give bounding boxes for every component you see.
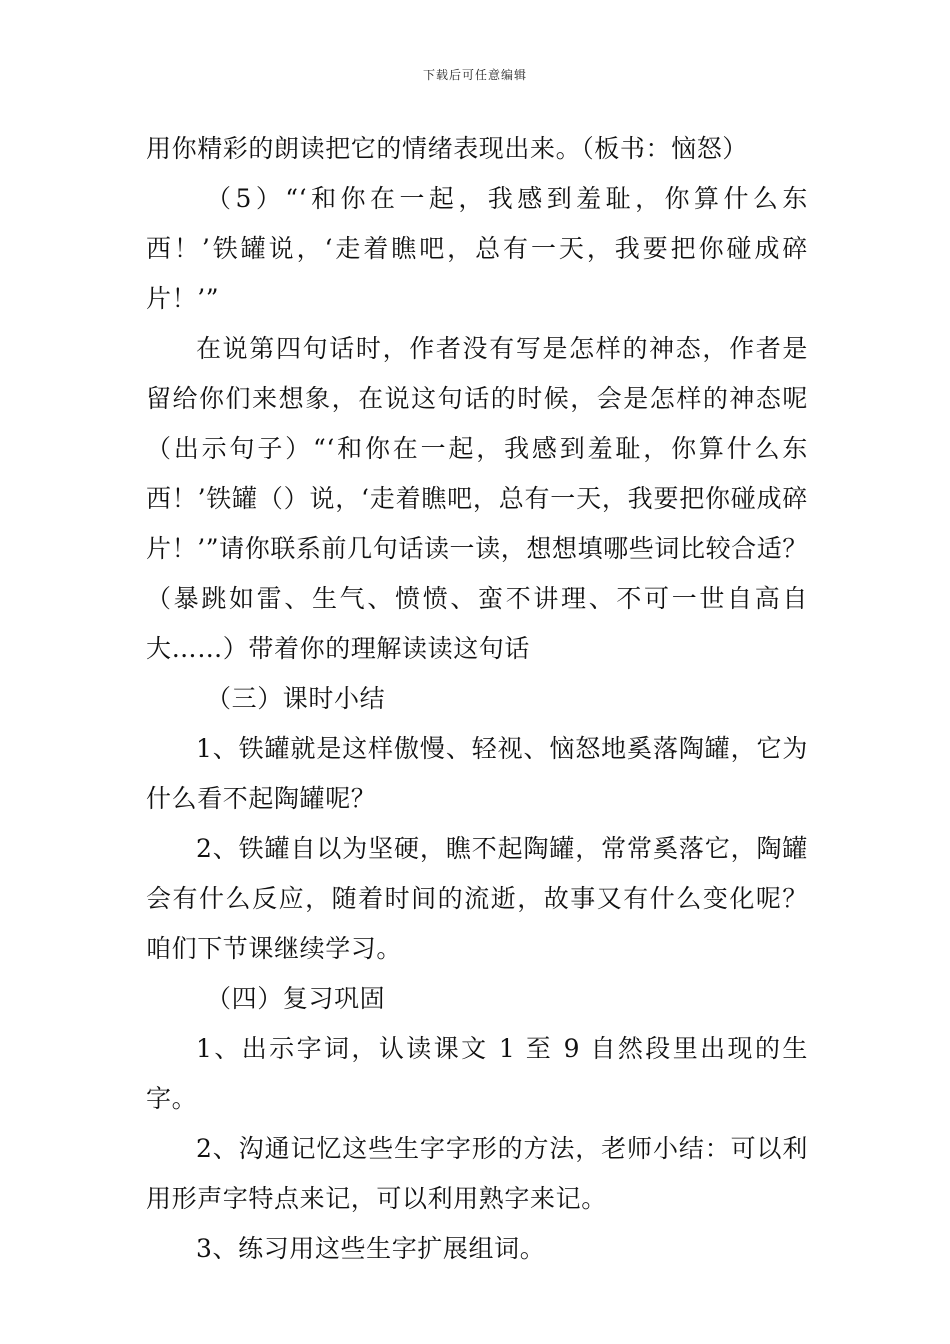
paragraph-emotion-reading: 用你精彩的朗读把它的情绪表现出来。（板书：恼怒） <box>146 134 748 163</box>
document-body <box>146 124 808 1274</box>
paragraph-review-1: 1、出示字词，认读课文 1 至 9 自然段里出现的生字。 <box>146 1034 808 1113</box>
paragraph-summary-1: 1、铁罐就是这样傲慢、轻视、恼怒地奚落陶罐，它为什么看不起陶罐呢？ <box>146 734 808 813</box>
heading-lesson-summary: （三）课时小结 <box>206 684 386 713</box>
page-header: 下载后可任意编辑 <box>422 68 527 82</box>
paragraph-quote-5: （5）“‘和你在一起，我感到羞耻，你算什么东西！’铁罐说，‘走着瞧吧，总有一天，我要把你碰成碎片！’” <box>146 184 808 313</box>
heading-review: （四）复习巩固 <box>206 984 386 1013</box>
paragraph-fourth-sentence: 在说第四句话时，作者没有写是怎样的神态，作者是留给你们来想象，在说这句话的时候，会是怎样的神态呢（出示句子）“‘和你在一起，我感到羞耻，你算什么东西！’铁罐（）说，‘走着瞧吧，总有一天，我要把你碰成碎片！’”请你联系前几句话读一读，想想填哪些词比较合适？（暴跳如雷、生气、愤愤、蛮不讲理、不可一世自高自大……）带着你的理解读读这句话 <box>146 334 808 663</box>
paragraph-review-3: 3、练习用这些生字扩展组词。 <box>196 1234 546 1263</box>
paragraph-review-2: 2、沟通记忆这些生字字形的方法，老师小结：可以利用形声字特点来记，可以利用熟字来记。 <box>146 1134 808 1213</box>
paragraph-summary-2: 2、铁罐自以为坚硬，瞧不起陶罐，常常奚落它，陶罐会有什么反应，随着时间的流逝，故事又有什么变化呢？咱们下节课继续学习。 <box>146 834 808 963</box>
